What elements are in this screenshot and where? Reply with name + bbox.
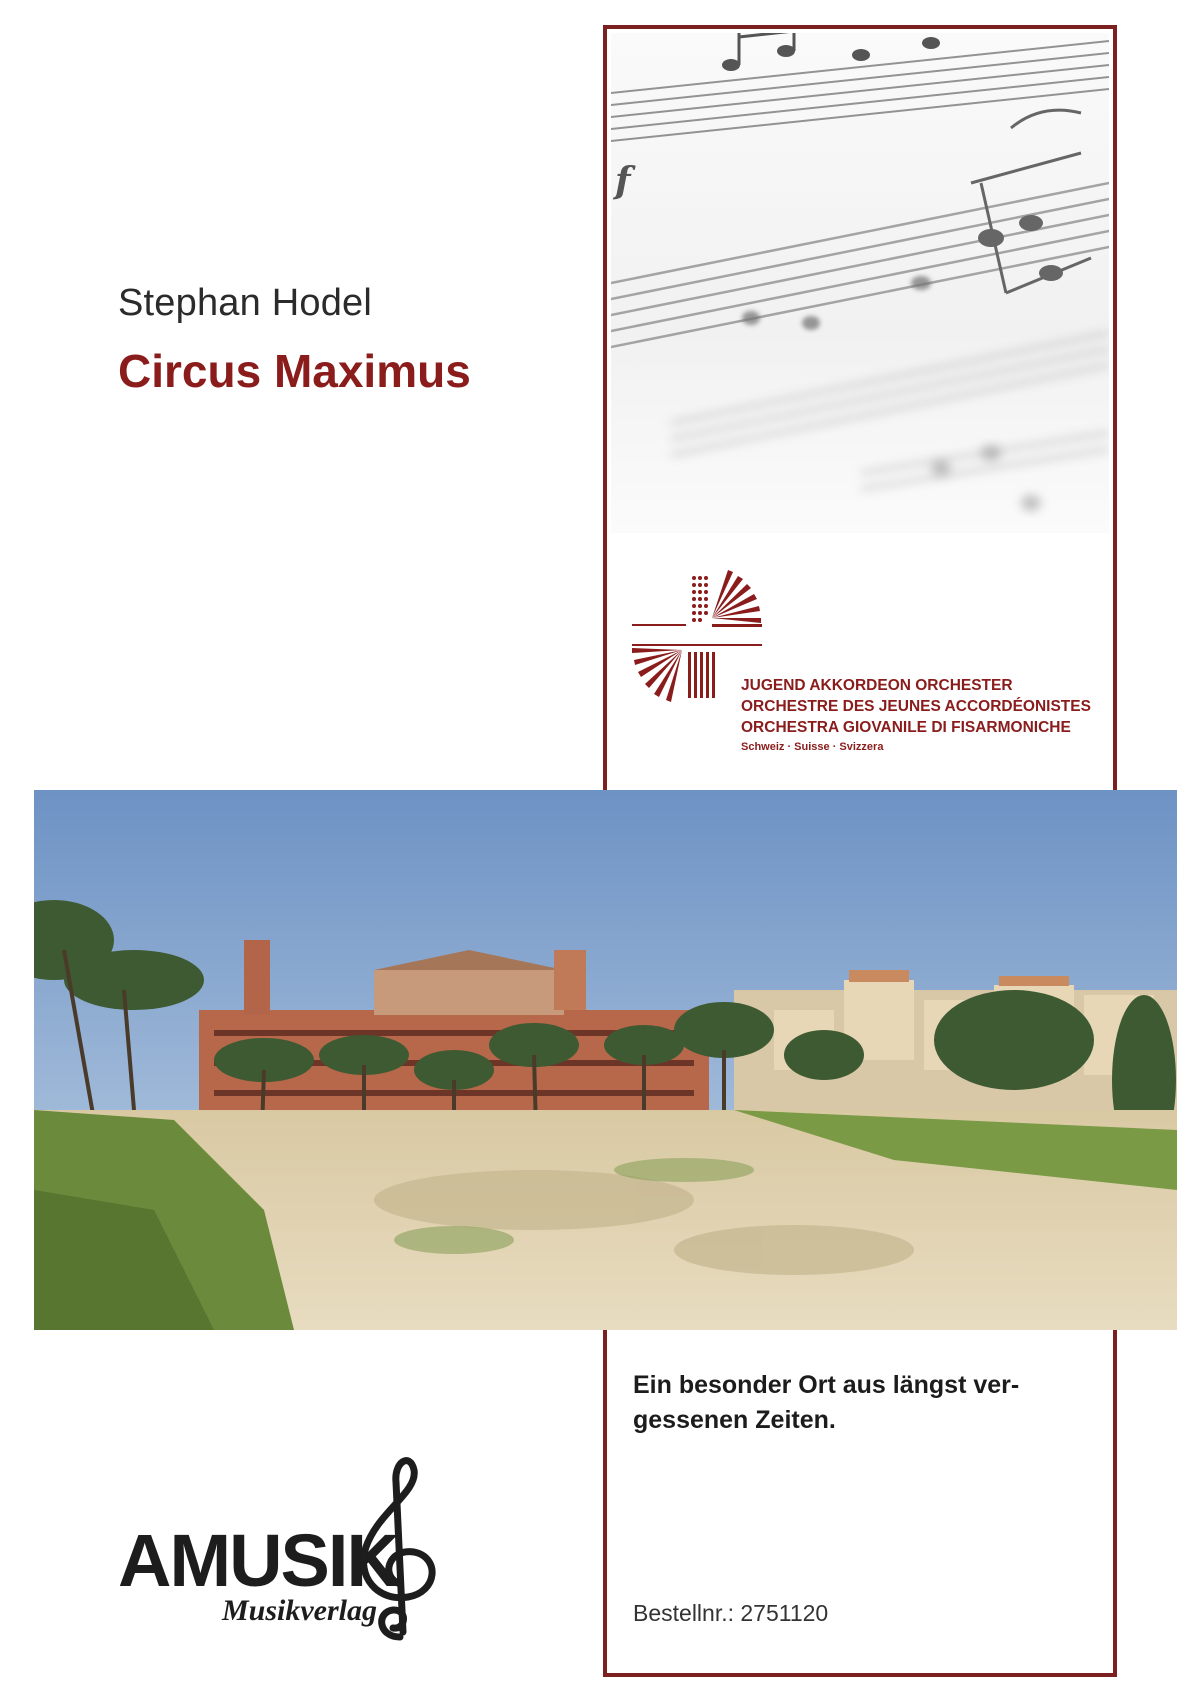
- piece-description: Ein besonder Ort aus längst ver- gessenen Zeiten.: [633, 1371, 1020, 1434]
- order-number: Bestellnr.: 2751120: [633, 1600, 829, 1626]
- org-name-fr: ORCHESTRE DES JEUNES ACCORDÉONISTES: [741, 698, 1091, 715]
- svg-text:f: f: [615, 160, 631, 202]
- publisher-name: AMUSIK: [118, 1519, 398, 1602]
- piece-title: Circus Maximus: [118, 345, 471, 397]
- publisher-subtitle: Musikverlag: [222, 1594, 378, 1627]
- sheet-music-image: [611, 33, 1109, 533]
- circus-maximus-photo: [34, 790, 1177, 1330]
- composer-name: Stephan Hodel: [118, 282, 373, 324]
- org-countries: Schweiz · Suisse · Svizzera: [741, 741, 884, 753]
- accordion-logo-icon: [632, 568, 782, 718]
- org-name-de: JUGEND AKKORDEON ORCHESTER: [741, 677, 1013, 694]
- org-name-it: ORCHESTRA GIOVANILE DI FISARMONICHE: [741, 719, 1071, 736]
